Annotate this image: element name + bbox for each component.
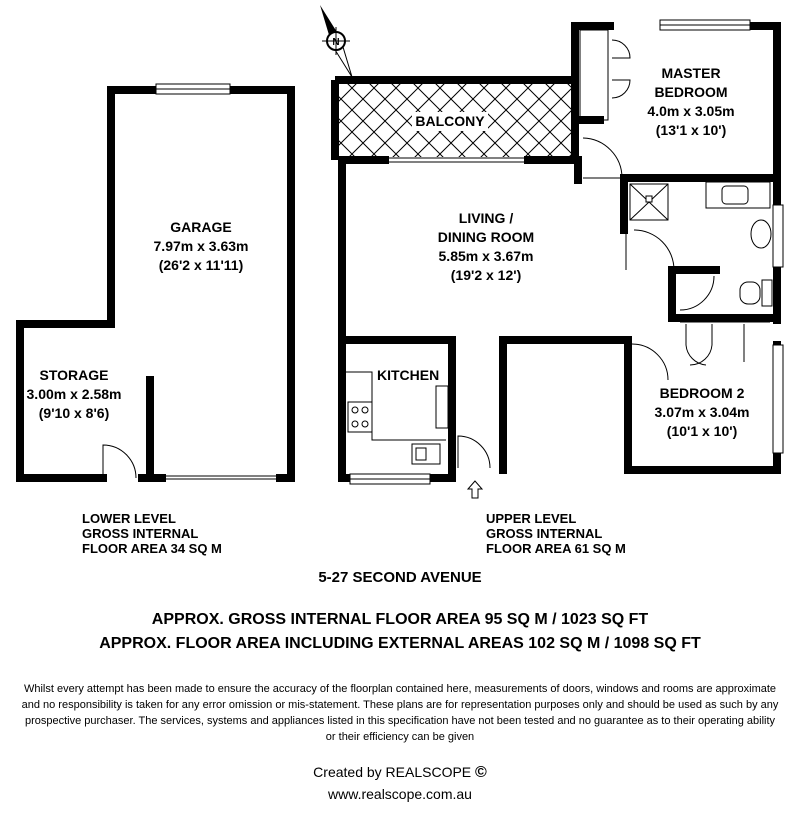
storage-name: STORAGE (39, 367, 109, 383)
lower-level-area (82, 511, 222, 556)
master-wardrobe (580, 30, 630, 120)
lower-level-line2: GROSS INTERNAL (82, 526, 199, 541)
garage-name: GARAGE (170, 219, 232, 235)
balcony-name: BALCONY (412, 112, 487, 131)
compass-letter: N (332, 37, 340, 48)
bedroom2-label (638, 384, 766, 441)
master-name-line2: BEDROOM (654, 84, 728, 100)
master-name-line1: MASTER (661, 65, 721, 81)
storage-size-imperial: (9'10 x 8'6) (38, 405, 110, 421)
kitchen-label (377, 366, 439, 385)
garage-label (131, 218, 271, 275)
upper-level-line3: FLOOR AREA 61 SQ M (486, 541, 626, 556)
upper-level-area (486, 511, 626, 556)
disclaimer: Whilst every attempt has been made to ensure the accuracy of the floorplan contained here, measurements of doors, windows and rooms are approximate and no responsibility is taken for any error omission or mis-statement. These plans are for representation purposes only and should be used as such by any prospective purchaser. The services, systems and appliances listed in this specification have not been tested and no guarantee as to their operating ability or their efficiency can be given (21, 683, 779, 743)
living-size-imperial: (19'2 x 12') (450, 267, 522, 283)
entry-arrow-icon (468, 481, 482, 498)
address: 5-27 SECOND AVENUE (318, 569, 482, 586)
master-bedroom-window (660, 20, 750, 30)
living-name-line2: DINING ROOM (437, 229, 535, 245)
storage-size-metric: 3.00m x 2.58m (26, 386, 122, 402)
bathroom-fixtures (626, 182, 772, 310)
bedroom2-size-imperial: (10'1 x 10') (666, 423, 738, 439)
created-by: Created by REALSCOPE (313, 764, 472, 780)
kitchen-name: KITCHEN (377, 367, 440, 383)
lower-level-line3: FLOOR AREA 34 SQ M (82, 541, 222, 556)
living-name-line1: LIVING / (458, 210, 514, 226)
balcony-sliding-door (385, 158, 528, 162)
master-size-imperial: (13'1 x 10') (655, 122, 727, 138)
master-size-metric: 4.0m x 3.05m (647, 103, 735, 119)
bedroom2-window (773, 345, 783, 453)
bedroom2-size-metric: 3.07m x 3.04m (654, 404, 750, 420)
lower-level-line1: LOWER LEVEL (82, 511, 176, 526)
credit-line (0, 764, 800, 782)
balcony-label (400, 112, 500, 131)
living-size-metric: 5.85m x 3.67m (438, 248, 534, 264)
kitchen-window (350, 474, 430, 484)
bedroom2-name: BEDROOM 2 (659, 385, 745, 401)
storage-door (103, 445, 136, 478)
kitchen-fixtures (346, 372, 490, 468)
total-gross-area: APPROX. GROSS INTERNAL FLOOR AREA 95 SQ M / 1023 SQ FT (151, 611, 649, 628)
master-door (583, 138, 622, 178)
copyright-icon: © (475, 764, 487, 781)
garage-size-metric: 7.97m x 3.63m (153, 238, 249, 254)
living-dining-label (420, 209, 552, 285)
storage-label (22, 366, 126, 423)
upper-level-line2: GROSS INTERNAL (486, 526, 603, 541)
master-bedroom-label (636, 64, 746, 140)
website-link[interactable]: www.realscope.com.au (328, 786, 472, 802)
north-compass-icon (320, 5, 352, 77)
bedroom2-wardrobe (630, 322, 770, 380)
garage-window (156, 84, 230, 94)
total-external-area: APPROX. FLOOR AREA INCLUDING EXTERNAL AREAS 102 SQ M / 1098 SQ FT (99, 635, 701, 652)
bathroom-window (773, 205, 783, 267)
garage-size-imperial: (26'2 x 11'11) (158, 257, 244, 273)
upper-level-line1: UPPER LEVEL (486, 511, 577, 526)
